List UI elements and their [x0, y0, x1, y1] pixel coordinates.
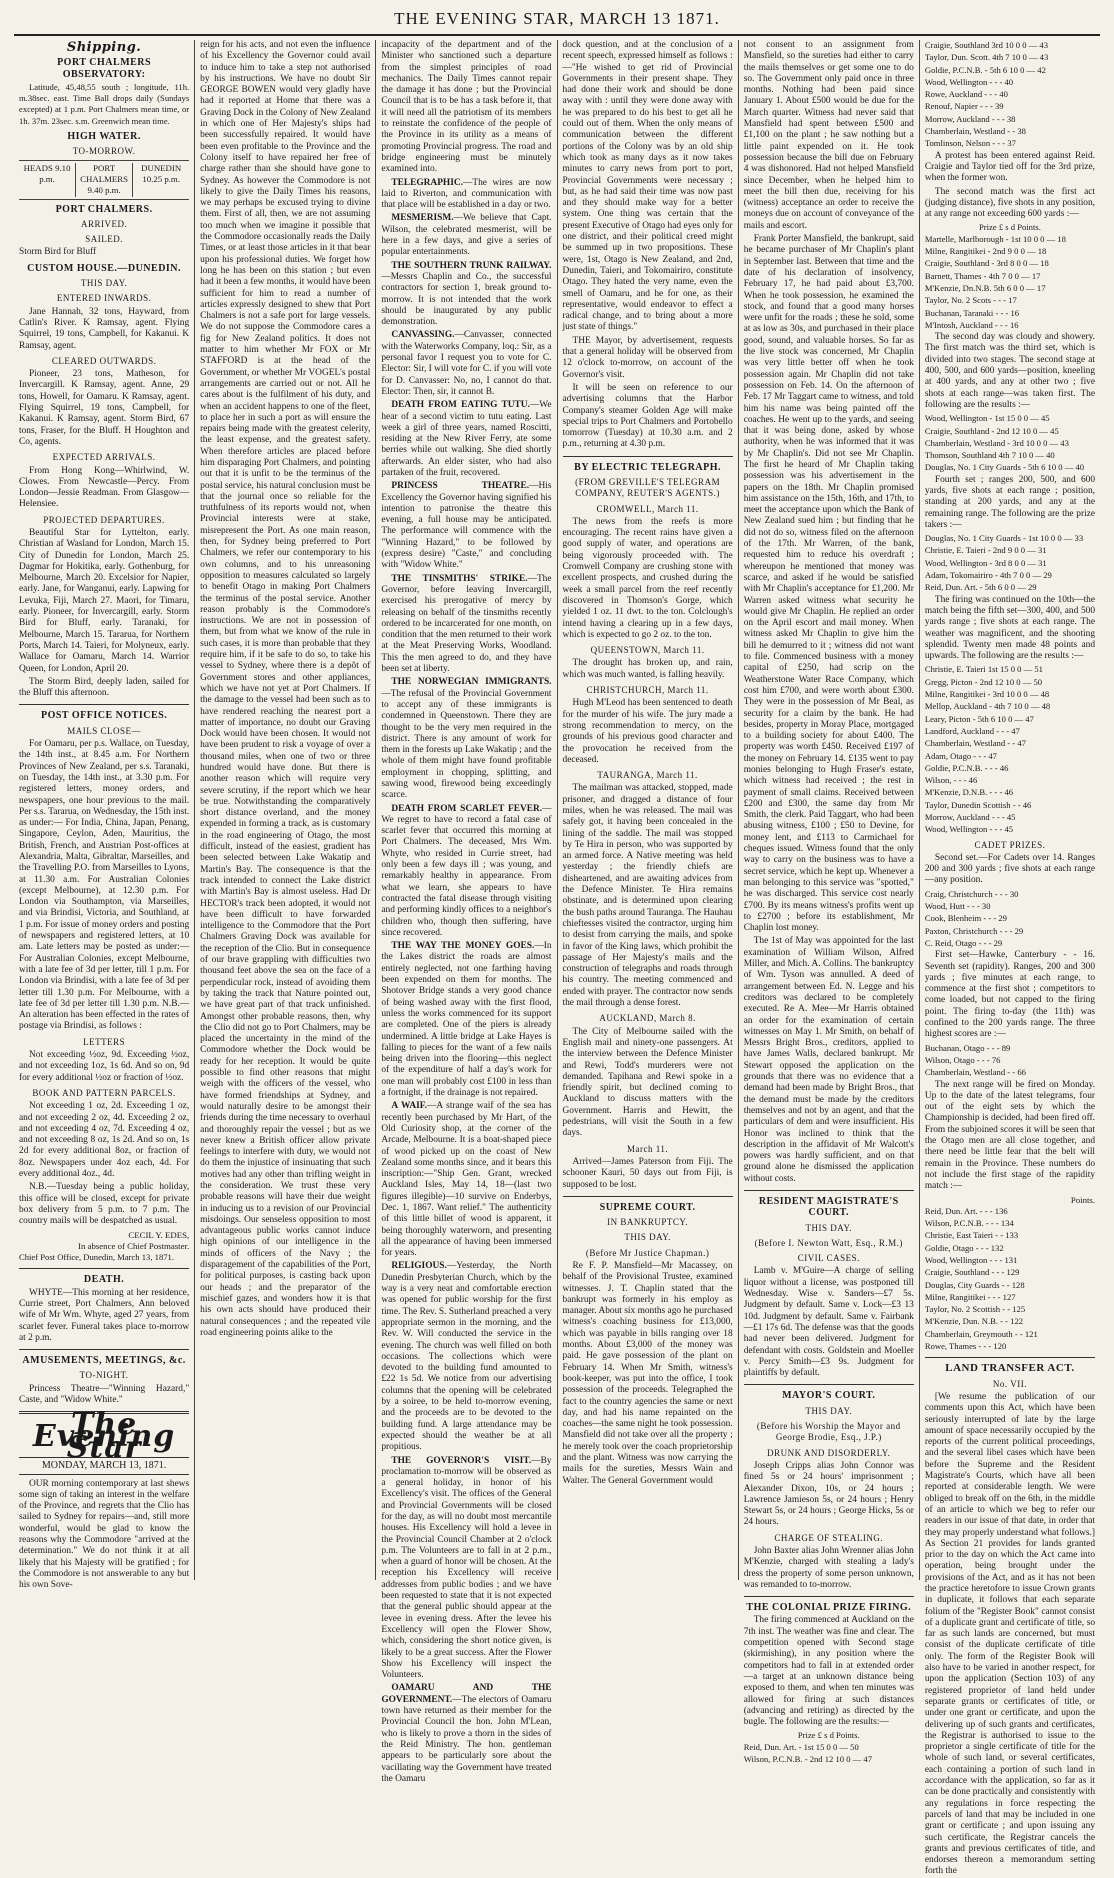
- harbor-notice: It will be seen on reference to our advertising columns that the Harbor Company's steamer Golden Age will make special trips to Port Chalmers and Portobello tomorrow (Tuesday) at 10.30 a.m. and 2 p.m., returning at 4.30 p.m.: [562, 382, 733, 450]
- news-item-text: —We hear of a second victim to tutu eating. Last week a girl of three years, named Roscitti, residing at the New River Ferry, ate some berries while out walking. She died shortly afterwards. An elder sister, who had also partaken of the fruit, recovered.: [381, 400, 552, 478]
- result-row: Landford, Auckland - - - 47: [924, 725, 1020, 736]
- news-item: [381, 1101, 551, 1259]
- note-6: The next range will be fired on Monday. Up to the date of the latest telegrams, four out of the eight sets by which the Championship is decided, had been fired off. From the subjoined scores it will be seen that the Otago men are all close together, and there need be little fear that the belt will remain in the Province. These numbers do not include the first stage of the rapidity match :—: [924, 1079, 1096, 1192]
- news-item-head: DEATH FROM SCARLET FEVER.: [391, 803, 543, 814]
- result-row: Wood, Wellington - - - 131: [924, 1254, 1018, 1265]
- letters-text: Not exceeding ½oz, 9d. Exceeding ½oz, and not exceeding 1oz, 1s 6d. And so on, 9d for every additional ½oz or fraction of ½oz.: [19, 1050, 190, 1083]
- divider: [563, 456, 733, 457]
- result-row: Leary, Picton - 5th 6 10 0 — 47: [924, 713, 1034, 724]
- result-row: Christie, East Taieri - - 133: [924, 1230, 1019, 1241]
- result-row: Craigie, Southland - 3rd 8 0 0 — 18: [924, 258, 1049, 269]
- leader-text: OUR morning contemporary at last shews some sign of taking an interest in the welfare of the Province, and regrets that the Clio has sailed to Sydney for repairs—and, still more wonderful, would be glad to know the reasons why the Commodore "arrived at the determination." We do not think it at all likely that his Majesty will be gratified ; for the Commodore is not answerable to any but his own Sove-: [19, 1478, 190, 1591]
- sailed-text: Storm Bird for Bluff: [19, 247, 97, 258]
- court-cases: The 1st of May was appointed for the last examination of William Wilson, Alfred Miller, and Mich. A. Collins. The bankruptcy of Wm. Tyson was annulled. A deed of arrangement between Ed. N. Legge and his creditors was declared to be completely executed. Re A. Mee—Mr Harris obtained an order for the examination of certain witnesses on May 1. Mr Smith, on behalf of Messrs Bright Bros., creditors, applied to have James Walls, declared bankrupt. Mr Stewart opposed the application on the grounds that there was no evidence that a demand had been made by Bright Bros., that the demand must be made by the creditors themselves and not by an agent, and that the particulars of dem and were insufficient. His Honor was inclined to think that the description in the affidavit of Mr Walcott's powers was hardly sufficient, and on that ground alone he dismissed the application without costs.: [743, 936, 914, 1184]
- mansfield-evidence: Frank Porter Mansfield, the bankrupt, said he became purchaser of Mr Chaplin's plant in September last. Between that time and the date of his declaration of insolvency, February 17, he had paid about £3,700. When he took possession, he examined the stock, and found that a good many horses were unfit for the roads ; these he sold, some at as low as 30s, and purchased in their place good, sound, and valuable horses. So far as the live stock was concerned, Mr Chaplin was very little better off when he took possession again. Mr Chaplin did not take possession on Feb. 14. On the afternoon of Feb. 17 Mr Taggart came to witness, and told him his name was being painted off the coaches. He went up to the yards, and seeing that it was being done, asked by whose authority, when he was informed that it was by Mr Chaplin's. Did not see Mr Chaplin. The first he heard of Mr Chaplin taking possession was his advertisement in the papers on the 18th. Mr Chaplin promised him assistance on the 15th, 16th, and 17th, to meet the acceptance upon which the Bank of New Zealand sued him ; but finding that he did not do so, witness filed on the afternoon of the 17th. Mr Warren, of the bank, requested him to reduce his overdraft ; whereupon he mentioned that money was scarce, and asked if he would be satisfied with Mr Chaplin's acceptance for £1,200. Mr Warren asked witness what security he would give Mr Chaplin. He replied an order on the April escort and mail money. When witness asked Mr Chaplin to give him the bill he demurred to it ; witness did not want to file. Commenced business with a money capital of £250, had scrip on the Weatherstone Water Race Company, which cost him £700, and were worth about £300. They were in the possession of Mr Beal, as security for a claim by the bank. He had besides, property in Moray Place, mortgaged to a building society for about £400. The property was worth £450. Received £197 of the money on February 14. £135 went to pay monies belonging to Hugh Fraser's estate, which witness had received ; the rest in payment of small claims. Received between £200 and £300, the same day from Mr Smith, the clerk. Paid Taggart, who had been abusing witness, £100 ; £50 to Devine, for money lent, and £113 to Carmichael for cheques issued. Witness found that the only way to carry on the business was to have a secret service, which he kept up. Whenever a man belonging to this service was "spotted," he was discharged. This service cost nearly £700. By its means witness's profits went up to £2700 ; before its establishment, Mr Chaplin lost money.: [743, 234, 914, 934]
- book-parcels-title: BOOK AND PATTERN PARCELS.: [32, 1087, 176, 1098]
- rm-civil-label: CIVIL CASES.: [797, 1253, 860, 1264]
- result-row: Wilson, - - - 46: [924, 775, 978, 786]
- court-before: (Before Mr Justice Chapman.): [585, 1247, 710, 1258]
- result-row: Tomlinson, Nelson - - - 37: [924, 138, 1016, 149]
- result-row: Buchanan, Taranaki - - - 16: [924, 307, 1020, 318]
- result-row: Chamberlain, Westland - - 38: [924, 126, 1026, 137]
- news-item: [381, 1261, 551, 1453]
- sailed-label: SAILED.: [85, 234, 123, 245]
- telegraph-place: CHRISTCHURCH, March 11.: [586, 685, 709, 696]
- arrived-label: ARRIVED.: [80, 218, 128, 229]
- result-row: Chamberlain, Westland - - 66: [924, 1067, 1026, 1078]
- result-row: Taylor, Dunedin Scottish - - 46: [924, 799, 1032, 810]
- expected-label: EXPECTED ARRIVALS.: [52, 452, 156, 463]
- rm-day: THIS DAY.: [805, 1222, 853, 1233]
- telegraph-place: AUCKLAND, March 8.: [599, 1013, 696, 1024]
- signature-office: Chief Post Office, Dunedin, March 13, 1871.: [19, 1252, 174, 1263]
- divider: [563, 1196, 733, 1197]
- result-row: Thomson, Southland 4th 7 10 0 — 40: [924, 450, 1055, 461]
- result-row: Reid, Dun. Art. - - - 136: [924, 1205, 1008, 1216]
- telegraph-place: TAURANGA, March 11.: [597, 770, 698, 781]
- result-row: Gregg, Picton - 2nd 12 10 0 — 50: [924, 676, 1043, 687]
- result-row: Morrow, Auckland - - - 45: [924, 812, 1016, 822]
- stealing-text: John Baxter alias John Wrenner alias John M'Kenzie, charged with stealing a lady's dress the property of some person unknown, was remanded to to-morrow.: [743, 1546, 914, 1590]
- news-item-head: TELEGRAPHIC.: [391, 177, 463, 188]
- result-row: Chamberlain, Westland - 3rd 10 0 0 — 43: [924, 437, 1069, 448]
- post-office-text: For Oamaru, per p.s. Wallace, on Tuesday, the 14th inst., at 8.45 a.m. For Northern Provinces of New Zealand, per s.s. Taranaki, on Tuesday, the 14th inst., at 3.30 p.m. For registered letters, money orders, and newspapers, one hour previous to the mail. Per s.s. Tararua, on Wednesday, the 15th inst. as under:— For India, China, Japan, Penang, Singapore, Ceylon, Aden, Mauritius, the British, French, and Austrian Post-offices at Alexandria, Malta, Gibraltar, Marseilles, and the Travelling P.O. from Marseilles to Lyons, at 11.30 a.m. For Australian Colonies (except Melbourne), at 12.30 p.m. For London via Southampton, via Marseilles, and via Brindisi, Victoria, and Southland, at 1 p.m. For issue of money orders and posting of newspapers and registered letters, at 10 am. Late letters may be posted as under:— For Australian Colonies, except Melbourne, with a late fee of 3d per letter, till 1 p.m. For London via Brindisi, with a late fee of 3d per letter till 1.30 p.m. For Melbourne, with a late fee of 3d per letter till 1.30 p.m. N.B.—An alteration has been effected in the rates of postage via Brindisi, as follows :: [19, 739, 190, 1032]
- book-parcels-text: Not exceeding 1 oz, 2d. Exceeding 1 oz, and not exceeding 2 oz, 4d. Exceeding 2 oz, and not exceeding 4 oz, 7d. Exceeding 4 oz, and not exceeding 8 oz, 1s 2d. And so on, 1s 2d for every additional 8oz, or fraction of 8oz. Newspapers under 4oz each, 4d. For every additional 4oz., 4d.: [19, 1101, 190, 1180]
- note-2: The second match was the first act (judging distance), five shots in any position, at any range not exceeding 600 yards :—: [924, 186, 1096, 220]
- results-4: [925, 533, 1095, 593]
- divider: [744, 1596, 914, 1597]
- cadet-title: CADET PRIZES.: [974, 839, 1046, 850]
- expected-text: From Hong Kong—Whirlwind, W. Clowes. From Newcastle—Percy. From London—Jessie Readman. From Glasgow—Helensiee.: [19, 465, 190, 510]
- mayor-court-title: MAYOR'S COURT.: [782, 1390, 876, 1402]
- news-item-text: —The refusal of the Provincial Government to accept any of these immigrants is condemned in Queenstown. There they are thought to be the very men required in the district. There is any amount of work for them in the forests up Lake Wakatip ; and the whole of them might have found profitable employment in chopping, splitting, and sawing wood, firewood being exceedingly scarce.: [381, 688, 552, 801]
- result-row: Rowe, Auckland - - - 40: [924, 89, 1008, 100]
- mails-close-label: MAILS CLOSE—: [67, 725, 141, 736]
- news-item-head: THE GOVERNOR'S VISIT.: [391, 1455, 532, 1466]
- result-row: Craigie, Southland 3rd 10 0 0 — 43: [924, 40, 1049, 50]
- news-item-text: —Yesterday, the North Dunedin Presbyterian Church, which by the way is a very neat and comfortable erection was opened for public worship for the first time. The Rev. S. Sutherland preached a very appropriate sermon in the morning, and the Rev. W. Will conducted the service in the evening. The church was well filled on both occasions. The collections which were devoted to the building fund amounted to £22 1s 5d. We notice from our advertising columns that the opening will be celebrated by a soiree, to be held to-morrow evening, and the proceeds are to be devoted to the building fund. A large attendance may be expected should the weather be at all propitious.: [381, 1261, 552, 1453]
- column-2: [195, 40, 376, 1580]
- court-day: THIS DAY.: [624, 1232, 671, 1243]
- column-4: [558, 40, 739, 1580]
- entered-text: Jane Hannah, 32 tons, Hayward, from Catlin's River. K Ramsay, agent. Flying Squirrel, 19 tons, Campbell, for Kakanui. K Ramsay, agent.: [19, 306, 190, 351]
- paper-title: The Evening Star: [32, 1407, 176, 1465]
- telegraph-sub: (FROM GREVILLE'S TELEGRAM COMPANY, REUTER'S AGENTS.): [575, 476, 721, 499]
- news-item-head: A WAIF.: [391, 1101, 427, 1112]
- news-item-head: THE NORWEGIAN IMMIGRANTS.: [391, 677, 552, 688]
- drunk-label: DRUNK AND DISORDERLY.: [767, 1447, 891, 1458]
- news-item: [381, 261, 551, 329]
- news-item-head: THE WAY THE MONEY GOES.: [391, 941, 535, 952]
- news-item-text: —The Governor, before leaving Invercargill, exercised his prerogative of mercy by releasing on behalf of the tinsmiths recently ordered to be incarcerated for one month, on condition that the men returned to their work at the Meat Preserving Works, Woodland. This the men agreed to do, and they have been set at liberty.: [381, 573, 552, 675]
- rm-text: Lamb v. M'Guire—A charge of selling liquor without a license, was postponed till Wednesday. Wise v. Sanders—£7 5s. Judgment by default. Same v. Lock—£3 13 10d. Judgment by default. Same v. Fairbank—£1 17s 6d. The defense was that the goods had never been delivered. Judgment for defendant with costs. Goldstein and Moeller v. Percy Smith—£3 9s. Judgment for plaintiffs by default.: [743, 1266, 914, 1379]
- paper-date: MONDAY, MARCH 13, 1871.: [19, 1457, 189, 1474]
- rm-court-title: RESIDENT MAGISTRATE'S COURT.: [758, 1195, 899, 1219]
- projected-label: PROJECTED DEPARTURES.: [43, 514, 165, 525]
- projected-text: Beautiful Star for Lyttelton, early. Christian af Wasland for London, March 15. City of Dunedin for London, March 25. Dagmar for Hokitika, early. Gothenburg, for Melbourne, March 20. Excelsior for Napier, early. Jane, for Wanganui, early. Lapwing for Levuka, Fiji, March 27. Maori, for Timaru, early. Pioneer, for Invercargill, early. Storm Bird for Bluff, early. Taranaki, for Melbourne, March 15. Tararua, for Northern Ports, March 14. Taieri, for Molyneux, early. Wallace for Oamaru, March 14. Warrior Queen, for London, April 20.: [19, 527, 190, 674]
- drunk-text: Joseph Cripps alias John Connor was fined 5s or 24 hours' imprisonment ; Alexander Dixon, 10s, or 24 hours ; Lawrence Jamieson 5s, or 24 hours ; Henry Stewart 5s, or 24 hours ; George Hicks, 5s or 24 hours.: [743, 1460, 914, 1528]
- telegraph-text: The mailman was attacked, stopped, made prisoner, and dragged a distance of four miles, when he was released. The mail was safely got, it having been concealed in the lining of the saddle. The mail was stopped by Te Hira in person, who was supported by an armed force. A Native meeting was held yesterday ; the friendly chiefs are disheartened, and are awaiting advices from the Defence Minister. Te Hira remains obstinate, and is determined upon clearing the bush paths around Tauranga. The Hauhau chieftesses visited the contractor, urging him to desist from carrying the mails, and spoke in favor of the King laws, which prohibit the passage of Her Majesty's mails and the construction of telegraphs and roads through his country. The meeting commenced and ended with prayer. The contractor now sends the mail through a dense forest.: [562, 783, 733, 1009]
- tonight-label: TO-NIGHT.: [79, 1370, 129, 1381]
- result-row: Buchanan, Otago - - - 89: [924, 1042, 1011, 1053]
- results-1: [925, 40, 1095, 150]
- news-item-head: THE SOUTHERN TRUNK RAILWAY.: [391, 260, 552, 271]
- customs-title: CUSTOM HOUSE.—DUNEDIN.: [27, 262, 182, 274]
- results-6: [925, 889, 1095, 949]
- result-row: Taylor, No. 2 Scottish - - 125: [924, 1304, 1026, 1315]
- tide-heads: HEADS 9.10 p.m.: [23, 162, 71, 184]
- death-title: DEATH.: [83, 1274, 125, 1286]
- result-row: M'Kenzie, Dn.N.B. 5th 6 0 0 — 17: [924, 282, 1046, 293]
- result-row: Milne, Rangitikei - 3rd 10 0 0 — 48: [924, 689, 1050, 700]
- telegraph-text: The drought has broken up, and rain, which was much wanted, is falling heavily.: [562, 658, 733, 680]
- divider: [925, 1357, 1095, 1358]
- prize-firing-title: THE COLONIAL PRIZE FIRING.: [746, 1602, 912, 1614]
- leader-conclusion: incapacity of the department and of the Minister who sanctioned such a departure from the simplest principles of road mechanics. The Daily Times cannot repair the damage it has done ; but the Provincial Council that is to be has a task before it, that it will need all the patriotism of its members to reinstate the confidence of the people of the Province in its utility as a means of promoting Provincial progress. The road and bridge engineering must be minutely examined into.: [381, 40, 552, 175]
- letters-title: LETTERS: [83, 1036, 126, 1047]
- cleared-label: CLEARED OUTWARDS.: [51, 355, 157, 366]
- customs-day: THIS DAY.: [80, 278, 128, 289]
- telegraph-text: Arrived—James Paterson from Fiji. The schooner Kauri, 50 days out from Fiji, is supposed to be lost.: [562, 1156, 733, 1190]
- result-row: Christie, E. Taieri 1st 15 0 0 — 51: [924, 664, 1043, 675]
- result-row: Adam, Otago - - - 47: [924, 750, 997, 761]
- news-item-text: —By proclamation to-morrow will be observed as a general holiday, in honor of his Excellency's visit. The offices of the General and Provincial Governments will be closed for the day, as will no doubt most mercantile houses. His Excellency will hold a levee in the Provincial Council Chamber at 2 o'clock p.m. The Volunteers are to fall in at 2 p.m., when a guard of honor will be chosen. At the reception his Excellency will receive addresses from public bodies ; and we have been requested to state that it is not expected that the general public should appear at the levee in evening dress. After the levee his Excellency will open the Flower Show, which, considering the short notice given, is likely to be a great success. After the Flower Show his Excellency will inspect the Volunteers.: [381, 1455, 552, 1681]
- column-3: [376, 40, 557, 1784]
- page-masthead: THE EVENING STAR, MARCH 13 1871.: [14, 8, 1100, 36]
- result-row: Craig, Christchurch - - - 30: [924, 888, 1019, 899]
- result-row: Craigie, Southland - 2nd 12 10 0 — 45: [924, 425, 1059, 436]
- result-row: Douglas, City Guards - - 128: [924, 1279, 1025, 1290]
- cadet-text: Second set.—For Cadets over 14. Ranges 200 and 300 yards ; five shots at each range —any position.: [924, 852, 1096, 886]
- news-item-head: PRINCESS THEATRE.: [391, 481, 530, 492]
- news-item-head: OAMARU AND THE GOVERNMENT.: [381, 1683, 552, 1705]
- divider: [19, 1268, 189, 1269]
- telegraph-place: QUEENSTOWN, March 11.: [590, 645, 705, 656]
- column-5: [739, 40, 920, 1765]
- result-row: Goldie, P.C.N.B. - 5th 6 10 0 — 42: [924, 64, 1046, 75]
- divider: [744, 1190, 914, 1191]
- court-continued: not consent to an assignment from Mansfield, so the sureties had either to carry the mails themselves or get some one to do so. The Government only paid once in three months. Nothing had been paid since January 1. About £500 would be due for the March quarter. Witness had never said that Mansfield had spent between £500 and £1,100 on the plant ; he saw nothing but a little paint expended on it. He took possession because the bill due on February 4 was dishonored. Had not helped Mansfield since December, when he helped him to meet the bill then due, receiving for his (witness) acceptance an order to receive the moneys due on account of conveyance of the mails and escort.: [743, 40, 914, 231]
- news-item-text: —Messrs Chaplin and Co., the successful contractors for section 1, break ground to-morrow. It is not intended that the work should be inaugurated by any public demonstration.: [381, 271, 552, 328]
- telegraph-items: [563, 504, 733, 1191]
- observatory-title: PORT CHALMERS OBSERVATORY:: [57, 57, 152, 80]
- telegraph-place: March 11.: [627, 1143, 669, 1154]
- divider: [744, 1384, 914, 1385]
- results-7: [925, 1043, 1095, 1079]
- news-item-head: MESMERISM.: [391, 213, 454, 224]
- amusements-title: AMUSEMENTS, MEETINGS, &c.: [22, 1355, 186, 1367]
- note-3: The second day was cloudy and showery. The first match was the third set, which is divided into two stages. The second stage at 400, 500, and 600 yards—position, kneeling at 400 yards, and any at other two ; five shots at each range—was taken first. The following are the results :—: [924, 332, 1096, 410]
- result-row: Wilson, Otago - - - 76: [924, 1054, 1001, 1065]
- news-item-text: —In the Lakes district the roads are almost entirely neglected, not one farthing having been expended on them for months. The Shotover Bridge stands a very good chance of being washed away with the first flood, unless the works commenced for its support are completed. One of the piers is already undermined. A little bridge at Lake Hayes is falling to pieces for the want of a few nails being driven into the flooring—this neglect of the expenditure of half a day's work for one man will probably cost £100 in less than a fortnight, if the drainage is not repaired.: [381, 941, 552, 1099]
- result-row: Renouf, Napier - - - 39: [924, 101, 1004, 112]
- news-item: [381, 574, 551, 676]
- high-water-sub: TO-MORROW.: [72, 146, 136, 157]
- result-row: M'Intosh, Auckland - - - 16: [924, 319, 1019, 330]
- result-row: Martelle, Marlborough - 1st 10 0 0 — 18: [924, 233, 1066, 244]
- news-item-text: —The wires are now laid to Riverton, and communication with that place will be established in a day or two.: [381, 177, 552, 211]
- news-item: [381, 330, 551, 398]
- supreme-court-title: SUPREME COURT.: [599, 1201, 696, 1213]
- result-row: Douglas, No. 1 City Guards - 5th 6 10 0 — 40: [924, 462, 1085, 473]
- storm-bird-note: The Storm Bird, deeply laden, sailed for the Bluff this afternoon.: [19, 676, 190, 699]
- holiday-notice: N.B.—Tuesday being a public holiday, this office will be closed, except for private box delivery from 5 p.m. to 7 p.m. The country mails will be despatched as usual.: [19, 1182, 190, 1227]
- result-row: Goldie, P.C.N.B. - - - 46: [924, 762, 1009, 773]
- news-item: [381, 400, 551, 479]
- news-item-text: —Canvasser, connected with the Waterworks Company, loq.: Sir, as a personal favor I request you to vote for C. Elector: Sir, I will vote for C. if you will vote for D. Canvasser: No, no, I cannot do that. Elector: Then, sir, it cannot B.: [381, 330, 552, 397]
- result-row: Milne, Rangitikei - 2nd 9 0 0 — 18: [924, 246, 1047, 257]
- mayor-day: THIS DAY.: [805, 1405, 853, 1416]
- result-row: Douglas, No. 1 City Guards - 1st 10 0 0 — 33: [924, 533, 1084, 544]
- post-office-title: POST OFFICE NOTICES.: [40, 710, 168, 722]
- news-item-head: DEATH FROM EATING TUTU.: [391, 400, 530, 411]
- result-row: Rowe, Thames - - - 120: [924, 1341, 1007, 1352]
- results-3: [925, 413, 1095, 473]
- land-transfer-no: No. VII.: [992, 1378, 1027, 1389]
- telegraph-title: BY ELECTRIC TELEGRAPH.: [574, 461, 722, 473]
- oamaru-continued: dock question, and at the conclusion of a recent speech, expressed himself as follows :—"He wished to get rid of Provincial Governments in their present shape. They had done their work and should be done away with : until they were done away with he was prepared to do his best to get all he could out of them. When the only means of communication between the different portions of the Colony was by an old ship which took as many days as it now takes minutes to carry news from port to port, Provincial Governments were necessary ; but, as he had said their time was now past and they should make way for a better system. One thing was certain that the present Executive of Otago had eyes only for one district, and their political creed might be summed up in two propositions. These were, 1st, Otago is New Zealand, and 2nd, Dunedin, Taieri, and Tokomairiro, constitute Otago. They hated the very name, even the smell of Oamaru, and he for one, as their representative, would endeavor to effect a radical change, and to bring about a more just state of things.": [562, 40, 733, 333]
- result-row: Wood, Hutt - - - 30: [924, 901, 991, 912]
- news-item-text: —A strange waif of the sea has recently been purchased by Mr Hart, of the Old Curiosity shop, at the corner of the Arcade, Melbourne. It is a boat-shaped piece of wood picked up on the coast of New Zealand some months since, and it bears this inscription:—"Ship Gen. Grant, wrecked Auckland Isles, May 14, 18—(last two figures illegible)—10 survive on Enderbys, Dec. 1, 1867. Want relief." The authenticity of this little billet of wood is apparent, it being thoroughly waterworn, and presenting all the appearance of having been immersed for years.: [381, 1101, 552, 1259]
- telegraph-text: The City of Melbourne sailed with the English mail and ninety-one passengers. At the interview between the Defence Minister and Rewi, Todd's murderers were not demanded. Tapihana and Rewi spoke in a friendly spirit, but declined coming to Auckland to discuss matters with the Government. Harris and Hewitt, the pedestrians, will visit the South in a few days.: [562, 1026, 733, 1139]
- mayor-notice: THE Mayor, by advertisement, requests that a general holiday will be observed from 12 o'clock to-morrow, on account of the Governor's visit.: [562, 335, 733, 380]
- observatory-text: Latitude, 45,48,55 south ; longitude, 11h. m.38sec. east. Time Ball drops daily (Sundays excepted) at 1 p.m. Port Chalmers mean time, or 1h. 37m. 23sec. s.m. Greenwich mean time.: [19, 81, 190, 126]
- result-row: Goldie, Otago - - - 132: [924, 1242, 1004, 1253]
- cleared-text: Pioneer, 23 tons, Matheson, for Invercargill. K Ramsay, agent. Anne, 29 tons, Howell, for Oamaru. K Ramsay, agent. Flying Squirrel, 19 tons, Campbell, for Kakanui. K Ramsay, agent. Storm Bird, 67 tons, Fraser, for the Bluff. H Houghton and Co, agents.: [19, 369, 190, 447]
- signature-role: In absence of Chief Postmaster.: [78, 1240, 190, 1251]
- news-item: [381, 1456, 551, 1682]
- prize-head-2: Prize £ s d Points.: [979, 222, 1041, 233]
- bankruptcy-label: IN BANKRUPTCY.: [607, 1217, 689, 1228]
- tide-port-chalmers: PORT CHALMERS 9.40 p.m.: [75, 163, 132, 197]
- leader-continued: reign for his acts, and not even the influence of his Excellency the Governor could avail to induce him to take a step not authorised by his instructions. We have no doubt Sir GEORGE BOWEN would very gladly have had it reported at Home that there was a Graving Dock in the Colony of New Zealand in which one of Her Majesty's ships had been successfully repaired. It would have been even profitable to the Province and the Colony itself to have repaired her free of charge rather than she should have gone to Sydney. As however the Commodore is not likely to give the Daily Times his reasons, we may perhaps be excused trying to divine them. First of all, then, we are not assuming too much when we imagine it possible that the Commodore occasionally reads the Daily Times, or at least those articles in it that bear upon his professional duties. We forget how long he has been on this station ; but even had it been a few months, it would have been sufficient for him to read a number of articles expressly designed to shew that Port Chalmers is not a safe port for large vessels. We do not suppose the Commodore cares a fig for New Zealand politics. It does not matter to him whether Mr FOX or Mr STAFFORD is at the head of the Government, or whether Mr VOGEL's postal arrangements are carried out or not. All he cares about is the fulfilment of his duty, and when an accident happens to one of the fleet, to place her in such a port as will ensure the repairs being made with the greatest celerity, the least expense, and the greatest safety. When therefore articles are placed before him disparaging Port Chalmers, and pointing out that it is unfit to be the terminus of the postal service, his natural conclusion must be that the journal once so reliable for the truthfulness of its reports would not, when Provincial interests were at stake, misrepresent the Port. As one main reason, then, for Sydney being preferred to Port Chalmers, we refer our contemporary to his own columns, and to his unreasoning opposition to measures calculated so largely to benefit Otago in making Port Chalmers the terminus of the postal service. Another reason probably is the Commodore's instructions. We are not in possession of them, but from what we know of the rule in such cases, it is more than probable that they require him, if it be safe to do so, to take his vessel to Sydney, where there is a depôt of Government stores and other appliances, which we have not yet at Port Chalmers. If the damage to the vessel had been such as to have rendered reaching the nearest port a matter of importance, no doubt our Graving Dock would have been chosen. It would not have been prudent to risk a voyage of over a thousand miles, when one of two or three hundred would have done. But there is another reason which will require very severe scrutiny, if the report which we hear be true. Notwithstanding the comparatively short distance overland, and the money expended in forming a track, as is customary in the road engineering of Otago, the most difficult, instead of the easiest, gradient has been selected between Lake Wakatip and Martin's Bay. The consequence is that the track intended to connect the Lake district with Martin's Bay is almost useless. Had Dr HECTOR's track been adopted, it would not have been difficult to have forwarded intelligence to the Commodore that the Port Chalmers Graving Dock was available for the reception of the Clio. But in consequence of our brave grappling with difficulties two thousand feet above the sea on the face of a perpendicular rock, instead of avoiding them by taking the track that Nature pointed out, we have great part of that track unfinished. Amongst other probable reasons, then, why the Clio did not go to Port Chalmers, may be placed the uncertainty in the mind of the Commodore whether the Dock would be ready for her reception. It would be quite possible to find other reasons that might weigh with the officers of the vessel, who have formed friendships at Sydney, and would naturally desire to be amongst their friends during the time necessary to overhaul and thoroughly repair the vessel ; but as we never knew a British officer allow private feelings to interfere with duty, we would not do them the injustice of insinuating that such motives had any other than trifling weight in the consideration. We trust these very probable reasons will have their due weight in inducing us to a revision of our Provincial misdoings. Our senseless opposition to most advantageous public works cannot induce high opinions of our intelligence in the minds of officers of the Navy ; the disparagement of the capabilities of the Port, for political purposes, is casting back upon our heads ; and the preparator of the mischief gazes, and wonders how it is that his own acts should have produced their natural consequences ; and the repeated vile road engineering points alike to the: [200, 40, 371, 1338]
- columns: [14, 40, 1100, 1877]
- result-row: Craigie, Southland - - - 129: [924, 1267, 1020, 1278]
- news-item: [381, 178, 551, 212]
- mayor-before: (Before his Worship the Mayor and George Brodie, Esq., J.P.): [756, 1421, 901, 1443]
- column-1: [14, 40, 195, 1591]
- result-row: Taylor, Dun. Scott. 4th 7 10 0 — 43: [924, 52, 1049, 63]
- result-row: Barnett, Thames - 4th 7 0 0 — 17: [924, 270, 1041, 281]
- result-row: C. Reid, Otago - - - 29: [924, 937, 1003, 948]
- result-row: Mellop, Auckland - 4th 7 10 0 — 48: [924, 701, 1051, 712]
- note-5: The firing was continued on the 10th—the match being the fifth set—300, 400, and 500 yards range ; five shots at each range. The weather was magnificent, and the shooting splendid. Twenty men made 48 points and upwards. The following are the results :—: [924, 594, 1096, 662]
- prize-rows: [744, 1742, 914, 1766]
- note-1: A protest has been entered against Reid. Craigie and Taylor tied off for the 3rd prize, when the former won.: [924, 150, 1096, 184]
- prize-row: Reid, Dun. Art. - 1st 15 0 0 — 50: [743, 1741, 859, 1752]
- divider: [19, 1349, 189, 1350]
- result-row: Wilson, P.C.N.B. - - - 134: [924, 1218, 1014, 1229]
- prize-firing-text: The firing commenced at Auckland on the 7th inst. The weather was fine and clear. The competition opened with Second stage (skirmishing), in any position where the competitors had to fall in at extended order—a target at an unknown distance being exposed to them, and when ten minutes was allowed for firing at such distances (advancing and retiring) as directed by the bugle. The following are the results:—: [743, 1615, 914, 1728]
- result-row: Morrow, Auckland - - - 38: [924, 113, 1016, 124]
- news-item-text: —We believe that Capt. Wilson, the celebrated mesmerist, will be here in a few days, and give a series of popular entertainments.: [381, 213, 552, 258]
- signature-name: CECIL Y. EDES,: [128, 1229, 190, 1240]
- land-transfer-title: LAND TRANSFER ACT.: [945, 1362, 1075, 1375]
- news-item-head: CANVASSING.: [391, 330, 455, 341]
- news-item: [381, 677, 551, 801]
- news-item: [381, 941, 551, 1099]
- port-title: PORT CHALMERS.: [55, 203, 153, 215]
- amusements-text: Princess Theatre—"Winning Hazard," Caste, and "Widow White.": [19, 1383, 190, 1406]
- result-row: Christie, E. Taieri - 2nd 9 0 0 — 31: [924, 545, 1047, 556]
- land-transfer-text: [We resume the publication of our comments upon this Act, which have been seriously interrupted of late by the large amount of space necessarily occupied by the reports of the current political proceedings, and the several libel cases which have been before the Supreme and the Resident Magistrate's Courts, which have all been reported at considerable length. We were obliged to break off on the 6th, in the middle of an article to which we beg to refer our readers in our issue of that date, in order that they may properly understand what follows.] As Section 21 provides for lands granted prior to the day on which the Act came into operation, being brought under the provisions of the Act, and as it has not been the practice heretofore to issue Crown grants in duplicate, it follows that each separate folium of the "Register Book" cannot consist of a duplicate grant and certificate of title, so far as such lands are concerned, but must consist of the duplicate certificate of title only. The form of the Register Book will also have to be varied in another respect, for upon the application (Section 103) of any registered proprietor of land held under separate grants or certificates of title, or under one grant or certificate, and upon the delivering up of such grants and certificates, the Registrar is authorised to issue to the proprietor a single certificate of title for the whole of such land, or several certificates, each containing a portion of such land in accordance with the application, so far as it can be done practically and consistently with any regulations in force respecting the parcels of land that may be included in one grant or certificate ; and upon issuing any such certificate, the Registrar cancels the grants and previous certificates of title, and endorses thereon a memorandum setting forth the: [924, 1391, 1096, 1877]
- rm-before: (Before I. Newton Watt, Esq., R.M.): [754, 1237, 903, 1248]
- note-4: Fourth set ; ranges 200, 500, and 600 yards, five shots at each range ; position, standing at 200 yards, and any at the remaining range. The following are the prize takers :—: [924, 474, 1096, 530]
- telegraph-text: Hugh M'Leod has been sentenced to death for the murder of his wife. The jury made a strong recommendation to mercy, on the grounds of his previous good character and the provocation he received from the deceased.: [562, 698, 733, 765]
- entered-label: ENTERED INWARDS.: [56, 293, 152, 304]
- column-6: [920, 40, 1100, 1877]
- result-row: Paxton, Christchurch - - - 29: [924, 925, 1024, 936]
- result-row: Chamberlain, Westland - - 47: [924, 738, 1026, 749]
- result-row: Wood, Wellington - - - 40: [924, 76, 1014, 87]
- news-items: [381, 178, 551, 1786]
- result-row: Adam, Tokomairiro - 4th 7 0 0 — 29: [924, 570, 1052, 581]
- result-row: Chamberlain, Greymouth - - 121: [924, 1328, 1038, 1339]
- results-2: [925, 234, 1095, 331]
- prize-head: Prize £ s d Points.: [797, 1730, 860, 1741]
- telegraph-place: CROMWELL, March 11.: [596, 503, 699, 514]
- high-water-title: HIGH WATER.: [67, 131, 141, 143]
- prize-row: Wilson, P.C.N.B. - 2nd 12 10 0 — 47: [743, 1754, 873, 1765]
- result-row: Taylor, No. 2 Scots - - - 17: [924, 295, 1017, 306]
- news-item-head: RELIGIOUS.: [391, 1261, 447, 1272]
- tide-dunedin: DUNEDIN 10.25 p.m.: [132, 163, 189, 197]
- result-row: M'Kenzie, Dun. N.B. - - 122: [924, 1316, 1024, 1327]
- result-row: Wood, Wellington - - - 45: [924, 824, 1014, 835]
- court-text: Re F. P. Mansfield—Mr Macassey, on behalf of the Provisional Trustee, examined witnesses. J. T. Chaplin stated that the bankrupt was formerly in his employ as manager. About six months ago he purchased witness's coaching business for £13,000, which was payable in bills ranging over 18 months. About £3,000 of the money was paid. He gave possession of the plant on February 14. When Mr Smith, witness's book-keeper, was put into the office, I took possession of the proceeds. Telegraphed the fact to the country agencies the same or next day, and had his name repainted on the coaches—the same night he took possession. Mansfield did not take over all the property ; he merely took over the coach proprietorship and the plant. Witness was now carrying the mails for the sureties, Messrs Wain and Walter. The General Government would: [562, 1260, 733, 1486]
- result-row: Wood, Wellington - 3rd 8 0 0 — 31: [924, 557, 1047, 568]
- shipping-title: Shipping.: [66, 40, 142, 55]
- death-text: WHYTE—This morning at her residence, Currie street, Port Chalmers, Ann beloved wife of Mr Wm. Whyte, aged 27 years, from scarlet fever. Funeral takes place to-morrow at 2 p.m.: [19, 1287, 190, 1343]
- cadet-note: First set—Hawke, Canterbury - - 16. Seventh set (rapidity). Ranges, 200 and 300 yards ; five minutes at each range, to commence at the first shot ; competitors to come loaded, but not capped to the firing point. The firing to-day (the 11th) was confined to the 200 yards range. The three highest scores are :—: [924, 950, 1096, 1040]
- results-8: [925, 1206, 1095, 1353]
- result-row: M'Kenzie, D.N.B. - - - 46: [924, 787, 1014, 798]
- news-item-head: THE TINSMITHS' STRIKE.: [391, 573, 528, 584]
- news-item-text: —The electors of Oamaru town have returned as their member for the Provincial Council the hon. John M'Lean, who is likely to prove a thorn in the sides of the Reid Ministry. The hon. gentleman appears to be particularly sore about the vacillating way the Government have treated the Oamaru: [381, 1694, 552, 1784]
- stealing-label: CHARGE OF STEALING.: [774, 1532, 884, 1543]
- news-item: [381, 1683, 551, 1785]
- news-item-text: —We regret to have to record a fatal case of scarlet fever that occurred this morning at Port Chalmers. The deceased, Mrs Wm. Whyte, who resided in Currie street, had only been a few days ill ; was young, and remarkably healthy in appearance. From what we learn, she appears to have contracted the fatal disease through visiting and performing kindly offices to a neighbor's children who, though then suffering, have since recovered.: [381, 803, 552, 938]
- tide-table: [19, 160, 189, 200]
- telegraph-text: The news from the reefs is more encouraging. The recent rains have given a good supply of water, and operations are being vigorously proceeded with. The Cromwell Company are crushing stone with excellent prospects, and crushed during the week a small parcel from the reef recently discovered in Thomson's Gorge, which yielded 1 oz. 11 dwt. to the ton. Colclough's intend having a clearing up in a few days, which is expected to go 2 oz. to the ton.: [562, 516, 733, 640]
- news-item: [381, 481, 551, 571]
- result-row: Reid, Dun. Art. - 5th 6 0 0 — 29: [924, 582, 1037, 593]
- result-row: Cook, Blenheim - - - 29: [924, 913, 1007, 924]
- results-5: [925, 664, 1095, 835]
- points-head: Points.: [1070, 1194, 1096, 1205]
- news-item: [381, 804, 551, 940]
- result-row: Wood, Wellington - 1st 15 0 0 — 45: [924, 413, 1050, 424]
- divider: [19, 704, 189, 705]
- news-item: [381, 213, 551, 258]
- news-item-text: —His Excellency the Governor having signified his intention to patronise the theatre this evening, a full house may be anticipated. The performance will commence with the "Winning Hazard," to be followed by (express desire) "Caste," and concluding with "Widow White.": [381, 481, 552, 571]
- result-row: Milne, Rangitikei - - - 127: [924, 1291, 1016, 1302]
